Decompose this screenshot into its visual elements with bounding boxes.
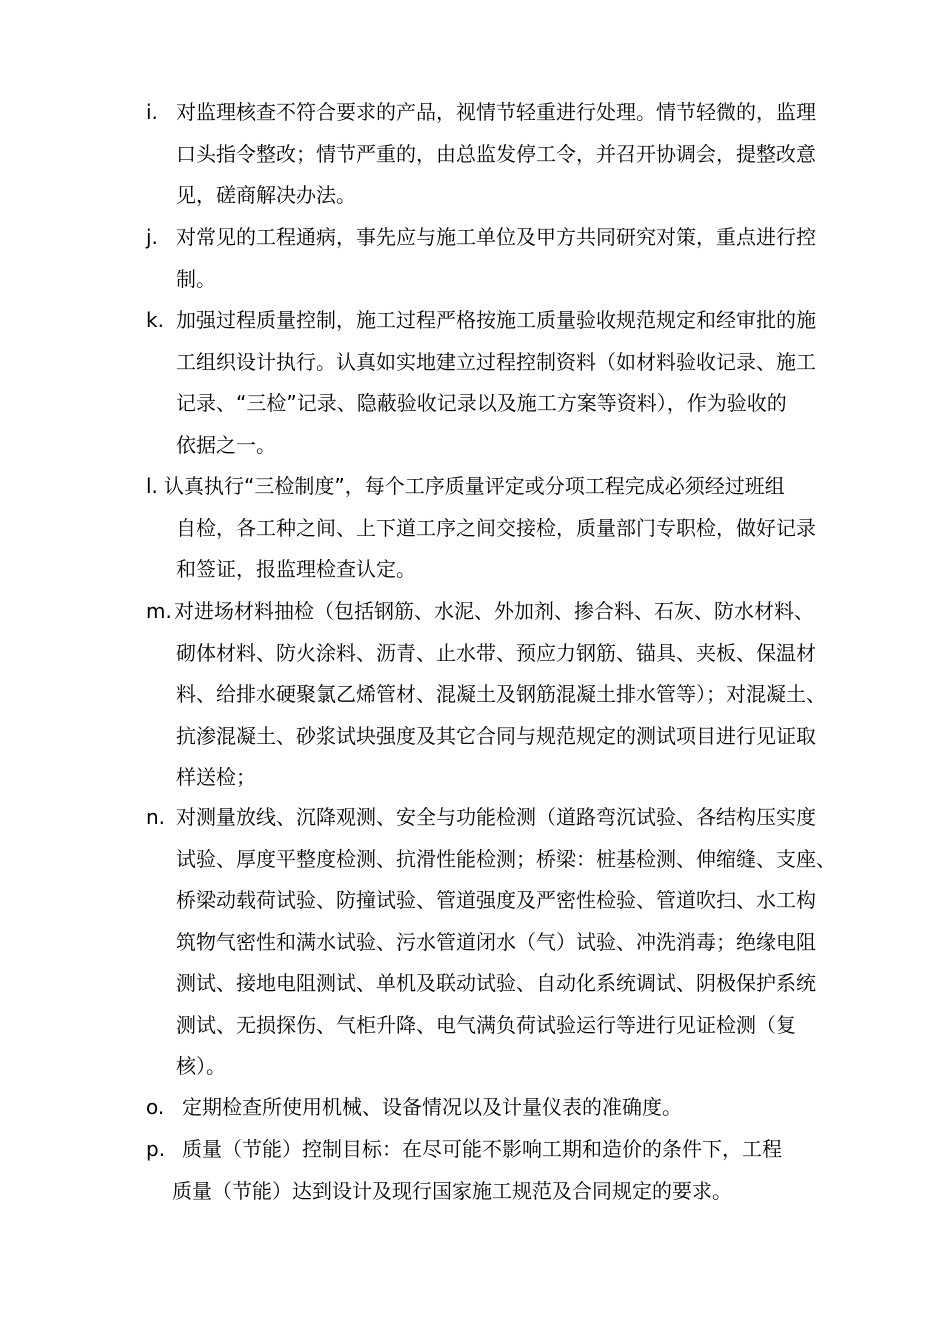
item-line: 依据之一。	[176, 432, 276, 457]
item-marker: j.	[146, 225, 158, 249]
item-line: 工组织设计执行。认真如实地建立过程控制资料（如材料验收记录、施工	[176, 349, 816, 374]
item-line: 质量（节能）达到设计及现行国家施工规范及合同规定的要求。	[172, 1178, 732, 1203]
item-text: 对测量放线、沉降观测、安全与功能检测（道路弯沉试验、各结构压实度	[176, 805, 816, 829]
list-item-k	[146, 300, 866, 466]
item-marker: m.	[146, 599, 172, 623]
item-line: 见，磋商解决办法。	[176, 183, 356, 207]
item-line	[146, 466, 866, 508]
item-text: 认真执行“三检制度”，每个工序质量评定或分项工程完成必须经过班组	[164, 474, 785, 498]
item-line: 记录、“三检”记录、隐蔽验收记录以及施工方案等资料），作为验收的	[176, 391, 787, 415]
item-line: 样送检；	[176, 765, 256, 789]
item-line	[146, 217, 866, 259]
item-line: 砌体材料、防火涂料、沥青、止水带、预应力钢筋、锚具、夹板、保温材	[176, 640, 816, 665]
list-item-o	[146, 1087, 866, 1129]
list-item-j	[146, 217, 866, 300]
item-line	[146, 1129, 866, 1171]
item-line: 自检，各工种之间、上下道工序之间交接检，质量部门专职检，做好记录	[176, 515, 816, 540]
item-line: 和签证，报监理检查认定。	[176, 557, 416, 581]
list-item-m	[146, 591, 866, 799]
item-line: 试验、厚度平整度检测、抗滑性能检测；桥梁：桩基检测、伸缩缝、支座、	[176, 846, 836, 871]
item-line	[146, 1087, 866, 1129]
item-line	[146, 92, 866, 134]
item-marker: k.	[146, 308, 164, 332]
item-line: 料、给排水硬聚氯乙烯管材、混凝土及钢筋混凝土排水管等）；对混凝土、	[176, 682, 826, 706]
item-line: 测试、无损探伤、气柜升降、电气满负荷试验运行等进行见证检测（复	[176, 1012, 796, 1037]
item-line: 测试、接地电阻测试、单机及联动试验、自动化系统调试、阴极保护系统	[176, 971, 816, 995]
item-text: 质量（节能）控制目标：在尽可能不影响工期和造价的条件下，工程	[182, 1137, 782, 1161]
item-text: 对监理核查不符合要求的产品，视情节轻重进行处理。情节轻微的，监理	[176, 100, 816, 124]
item-line	[146, 300, 866, 342]
item-line: 制。	[176, 266, 216, 291]
item-marker: o.	[146, 1095, 165, 1119]
item-line: 筑物气密性和满水试验、污水管道闭水（气）试验、冲洗消毒；绝缘电阻	[176, 929, 816, 954]
list-item-i	[146, 92, 866, 217]
item-marker: p.	[146, 1137, 166, 1161]
item-line: 口头指令整改；情节严重的，由总监发停工令，并召开协调会，提整改意	[176, 141, 816, 166]
item-text: 对常见的工程通病，事先应与施工单位及甲方共同研究对策，重点进行控	[176, 225, 816, 249]
item-marker: i.	[146, 100, 158, 124]
list-item-l	[146, 466, 866, 591]
item-text: 对进场材料抽检（包括钢筋、水泥、外加剂、掺合料、石灰、防水材料、	[174, 599, 814, 623]
item-line: 核）。	[176, 1054, 226, 1078]
item-line	[146, 797, 866, 839]
item-text: 定期检查所使用机械、设备情况以及计量仪表的准确度。	[182, 1095, 682, 1119]
item-line: 桥梁动载荷试验、防撞试验、管道强度及严密性检验、管道吹扫、水工构	[176, 888, 816, 912]
item-text: 加强过程质量控制，施工过程严格按施工质量验收规范规定和经审批的施	[176, 308, 816, 332]
list-item-n	[146, 797, 866, 1088]
item-line	[146, 591, 866, 633]
list-item-p	[146, 1129, 866, 1212]
item-marker: n.	[146, 805, 166, 829]
item-marker: l.	[146, 474, 158, 498]
item-line: 抗渗混凝土、砂浆试块强度及其它合同与规范规定的测试项目进行见证取	[176, 723, 816, 748]
